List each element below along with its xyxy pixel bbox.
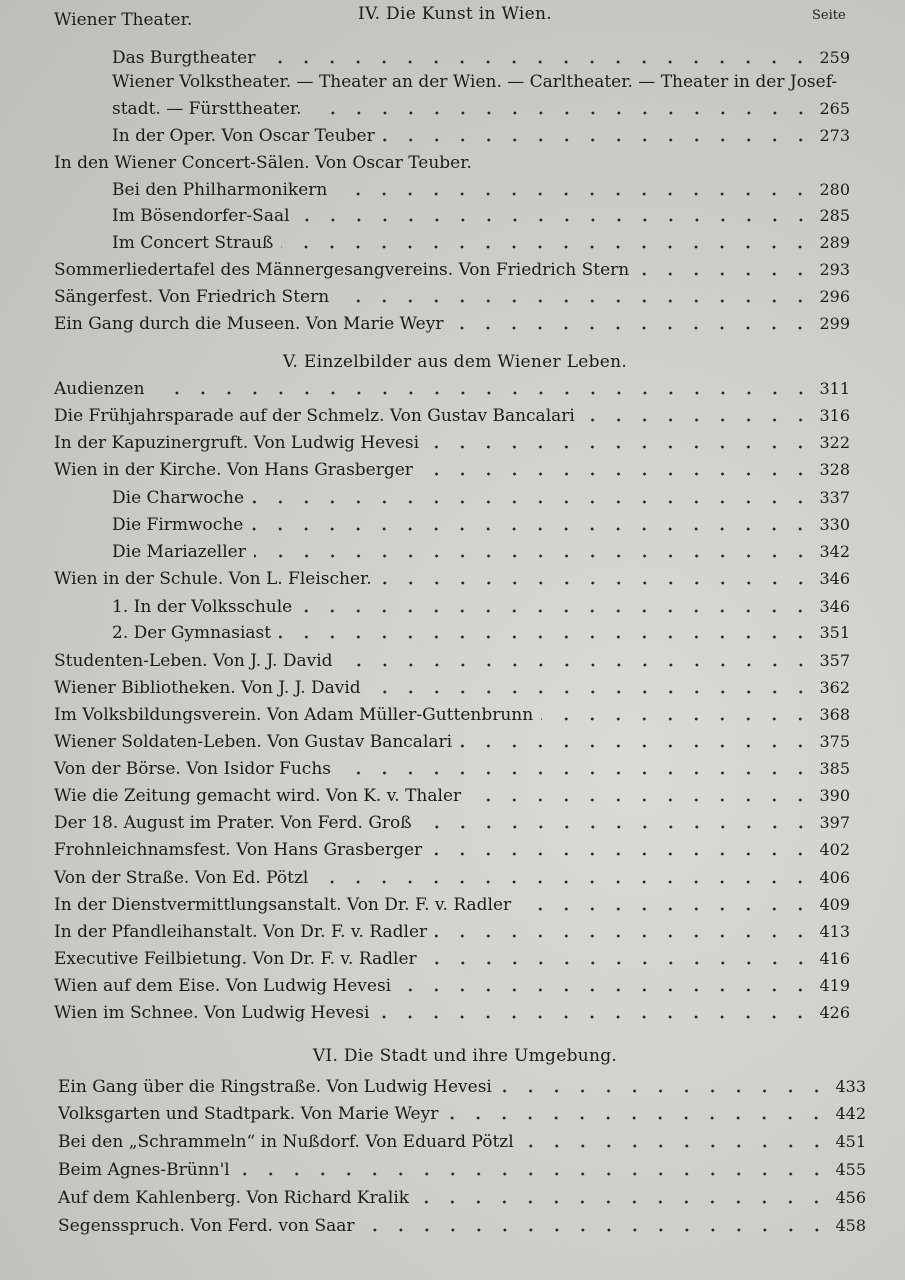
toc-entry: Die Mariazeller 342 xyxy=(112,542,850,562)
toc-entry: Sängerfest. Von Friedrich Stern 296 xyxy=(54,287,850,307)
toc-entry: Im Volksbildungsverein. Von Adam Müller-Guttenbrunn 368 xyxy=(54,705,850,725)
toc-entry: Volksgarten und Stadtpark. Von Marie Weyr 442 xyxy=(58,1104,866,1124)
toc-entry: Wiener Theater. xyxy=(54,10,193,30)
toc-entry: 1. In der Volksschule 346 xyxy=(112,597,850,617)
toc-entry: In der Pfandleihanstalt. Von Dr. F. v. Radler 413 xyxy=(54,922,850,942)
toc-entry: stadt. — Fürsttheater. 265 xyxy=(112,99,850,119)
toc-entry-line: Wiener Volkstheater. — Theater an der Wien. — Carltheater. — Theater in der Josef- xyxy=(112,72,838,92)
toc-entry: Sommerliedertafel des Männergesangvereins. Von Friedrich Stern 293 xyxy=(54,260,850,280)
toc-entry: Der 18. August im Prater. Von Ferd. Groß 397 xyxy=(54,813,850,833)
toc-entry: Ein Gang über die Ringstraße. Von Ludwig Hevesi 433 xyxy=(58,1077,866,1097)
toc-entry: Wien im Schnee. Von Ludwig Hevesi 426 xyxy=(54,1003,850,1023)
toc-entry: Segensspruch. Von Ferd. von Saar 458 xyxy=(58,1216,866,1236)
toc-entry: 2. Der Gymnasiast 351 xyxy=(112,623,850,643)
toc-entry: Wiener Bibliotheken. Von J. J. David 362 xyxy=(54,678,850,698)
toc-entry: Die Charwoche 337 xyxy=(112,488,850,508)
toc-entry: In der Oper. Von Oscar Teuber 273 xyxy=(112,126,850,146)
page-column-label: Seite xyxy=(812,8,846,23)
toc-entry: Die Frühjahrsparade auf der Schmelz. Von Gustav Bancalari 316 xyxy=(54,406,850,426)
toc-entry: Bei den Philharmonikern 280 xyxy=(112,180,850,200)
toc-entry: Das Burgtheater 259 xyxy=(112,48,850,68)
toc-entry: Von der Börse. Von Isidor Fuchs 385 xyxy=(54,759,850,779)
toc-entry: In der Kapuzinergruft. Von Ludwig Hevesi 322 xyxy=(54,433,850,453)
toc-entry: Von der Straße. Von Ed. Pötzl 406 xyxy=(54,868,850,888)
toc-entry: Die Firmwoche 330 xyxy=(112,515,850,535)
toc-entry: Studenten-Leben. Von J. J. David 357 xyxy=(54,651,850,671)
section-heading-v: V. Einzelbilder aus dem Wiener Leben. xyxy=(282,352,628,372)
toc-entry: Wien in der Schule. Von L. Fleischer. 346 xyxy=(54,569,850,589)
toc-entry: Beim Agnes-Brünn'l 455 xyxy=(58,1160,866,1180)
section-heading-iv: IV. Die Kunst in Wien. xyxy=(358,4,552,24)
toc-entry: Wie die Zeitung gemacht wird. Von K. v. Thaler 390 xyxy=(54,786,850,806)
toc-entry: Bei den „Schrammeln“ in Nußdorf. Von Eduard Pötzl 451 xyxy=(58,1132,866,1152)
toc-entry: Auf dem Kahlenberg. Von Richard Kralik 456 xyxy=(58,1188,866,1208)
toc-entry: Wien auf dem Eise. Von Ludwig Hevesi 419 xyxy=(54,976,850,996)
toc-entry: Im Concert Strauß 289 xyxy=(112,233,850,253)
toc-entry: Executive Feilbietung. Von Dr. F. v. Radler 416 xyxy=(54,949,850,969)
toc-entry: In den Wiener Concert-Sälen. Von Oscar Teuber. xyxy=(54,153,472,173)
toc-entry: Audienzen 311 xyxy=(54,379,850,399)
toc-entry: Wiener Soldaten-Leben. Von Gustav Bancalari 375 xyxy=(54,732,850,752)
toc-entry: Wien in der Kirche. Von Hans Grasberger 328 xyxy=(54,460,850,480)
toc-entry: Ein Gang durch die Museen. Von Marie Weyr 299 xyxy=(54,314,850,334)
toc-entry: Im Bösendorfer-Saal 285 xyxy=(112,206,850,226)
toc-entry: Frohnleichnamsfest. Von Hans Grasberger 402 xyxy=(54,840,850,860)
toc-entry: In der Dienstvermittlungsanstalt. Von Dr. F. v. Radler 409 xyxy=(54,895,850,915)
section-heading-vi: VI. Die Stadt und ihre Umgebung. xyxy=(312,1046,618,1066)
